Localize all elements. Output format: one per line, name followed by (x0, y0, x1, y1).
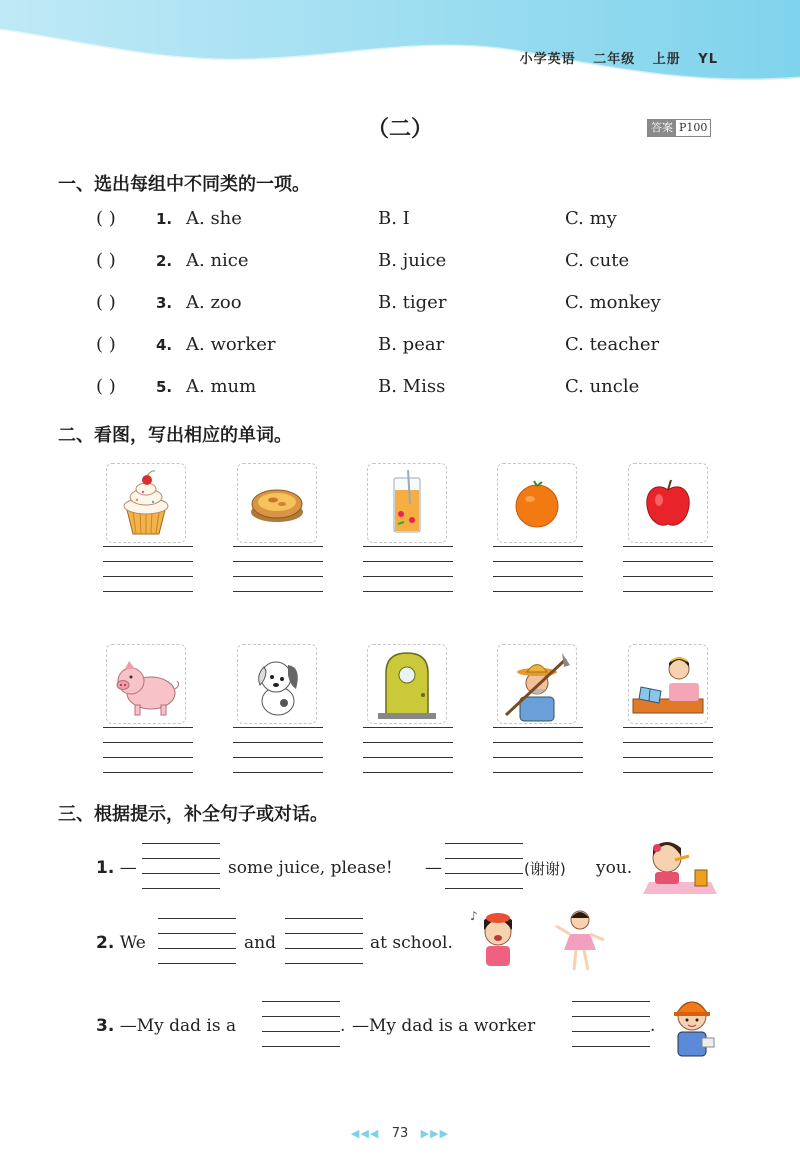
next-arrows[interactable]: ▶▶▶ (420, 1127, 450, 1140)
cake-icon (106, 463, 186, 543)
write-lines[interactable] (103, 546, 193, 606)
question-row (96, 376, 716, 402)
period: . (340, 1016, 346, 1036)
option-b: B. juice (378, 250, 447, 271)
girl-singing-icon (466, 906, 526, 972)
page-title: （二） (366, 117, 433, 142)
dash: — (425, 858, 442, 878)
section3-title: 三、根据提示，补全句子或对话。 (58, 804, 328, 825)
write-lines[interactable] (363, 546, 453, 606)
question-number: 1. (156, 210, 173, 228)
header-wave (0, 0, 800, 90)
option-c: C. uncle (565, 376, 640, 397)
answer-tag[interactable] (647, 119, 711, 137)
orange-icon (497, 463, 577, 543)
option-b: B. I (378, 208, 410, 229)
sentence-number: 3. (96, 1016, 115, 1036)
apple-icon (628, 463, 708, 543)
option-c: C. monkey (565, 292, 661, 313)
option-c: C. cute (565, 250, 630, 271)
header-edition: YL (698, 52, 718, 67)
dash: — (119, 858, 137, 878)
door-icon (367, 644, 447, 724)
answer-paren[interactable]: ( ) (96, 334, 116, 355)
dog-icon (237, 644, 317, 724)
section1-title: 一、选出每组中不同类的一项。 (58, 174, 310, 195)
answer-paren[interactable]: ( ) (96, 376, 116, 397)
write-lines[interactable] (493, 727, 583, 787)
sentence-2-and: and (244, 933, 276, 953)
sentence-number: 2. (96, 933, 115, 953)
sentence-2 (96, 933, 146, 953)
pig-icon (106, 644, 186, 724)
sentence-2-end: at school. (370, 933, 453, 953)
write-lines[interactable] (363, 727, 453, 787)
sentence-1-middle: some juice, please! (228, 858, 393, 878)
header-info (508, 48, 718, 67)
sentence-1 (96, 858, 137, 878)
header-volume: 上册 (652, 52, 681, 67)
answer-paren[interactable]: ( ) (96, 208, 116, 229)
answer-paren[interactable]: ( ) (96, 250, 116, 271)
sentence-1-end: you. (596, 858, 633, 878)
question-number: 4. (156, 336, 173, 354)
question-number: 2. (156, 252, 173, 270)
write-lines[interactable] (623, 727, 713, 787)
answer-page: P100 (676, 120, 710, 136)
question-row (96, 208, 716, 234)
header-subject: 小学英语 (519, 52, 576, 67)
page-number: 73 (391, 1126, 409, 1141)
option-b: B. tiger (378, 292, 447, 313)
girl-drinking-icon (641, 836, 719, 898)
page-footer (0, 1126, 800, 1141)
write-lines[interactable] (623, 546, 713, 606)
header-grade: 二年级 (593, 52, 636, 67)
egg-tart-icon (237, 463, 317, 543)
write-lines[interactable] (233, 727, 323, 787)
question-row (96, 250, 716, 276)
question-row (96, 292, 716, 318)
juice-glass-icon (367, 463, 447, 543)
write-lines[interactable] (233, 546, 323, 606)
option-a: A. she (186, 208, 242, 229)
boy-helmet-icon (662, 988, 722, 1064)
question-row (96, 334, 716, 360)
section2-title: 二、看图，写出相应的单词。 (58, 425, 292, 446)
option-a: A. zoo (186, 292, 242, 313)
option-a: A. nice (186, 250, 249, 271)
question-number: 5. (156, 378, 173, 396)
option-c: C. my (565, 208, 617, 229)
sentence-3 (96, 1016, 236, 1036)
prev-arrows[interactable]: ◀◀◀ (350, 1127, 380, 1140)
write-lines[interactable] (103, 727, 193, 787)
question-number: 3. (156, 294, 173, 312)
girl-reading-icon (628, 644, 708, 724)
answer-paren[interactable]: ( ) (96, 292, 116, 313)
period: . (650, 1016, 656, 1036)
svg-text:♪: ♪ (470, 909, 478, 923)
option-a: A. mum (186, 376, 257, 397)
write-lines[interactable] (493, 546, 583, 606)
answer-label: 答案 (648, 120, 676, 136)
sentence-number: 1. (96, 858, 115, 878)
sentence-2-start: We (119, 933, 146, 953)
option-c: C. teacher (565, 334, 660, 355)
sentence-3-part2: —My dad is a worker (352, 1016, 536, 1036)
option-b: B. Miss (378, 376, 446, 397)
option-a: A. worker (186, 334, 276, 355)
hint-text: (谢谢) (524, 860, 566, 878)
girl-dancing-icon (552, 906, 610, 976)
farmer-icon (497, 644, 577, 724)
option-b: B. pear (378, 334, 445, 355)
sentence-3-part1: —My dad is a (119, 1016, 237, 1036)
